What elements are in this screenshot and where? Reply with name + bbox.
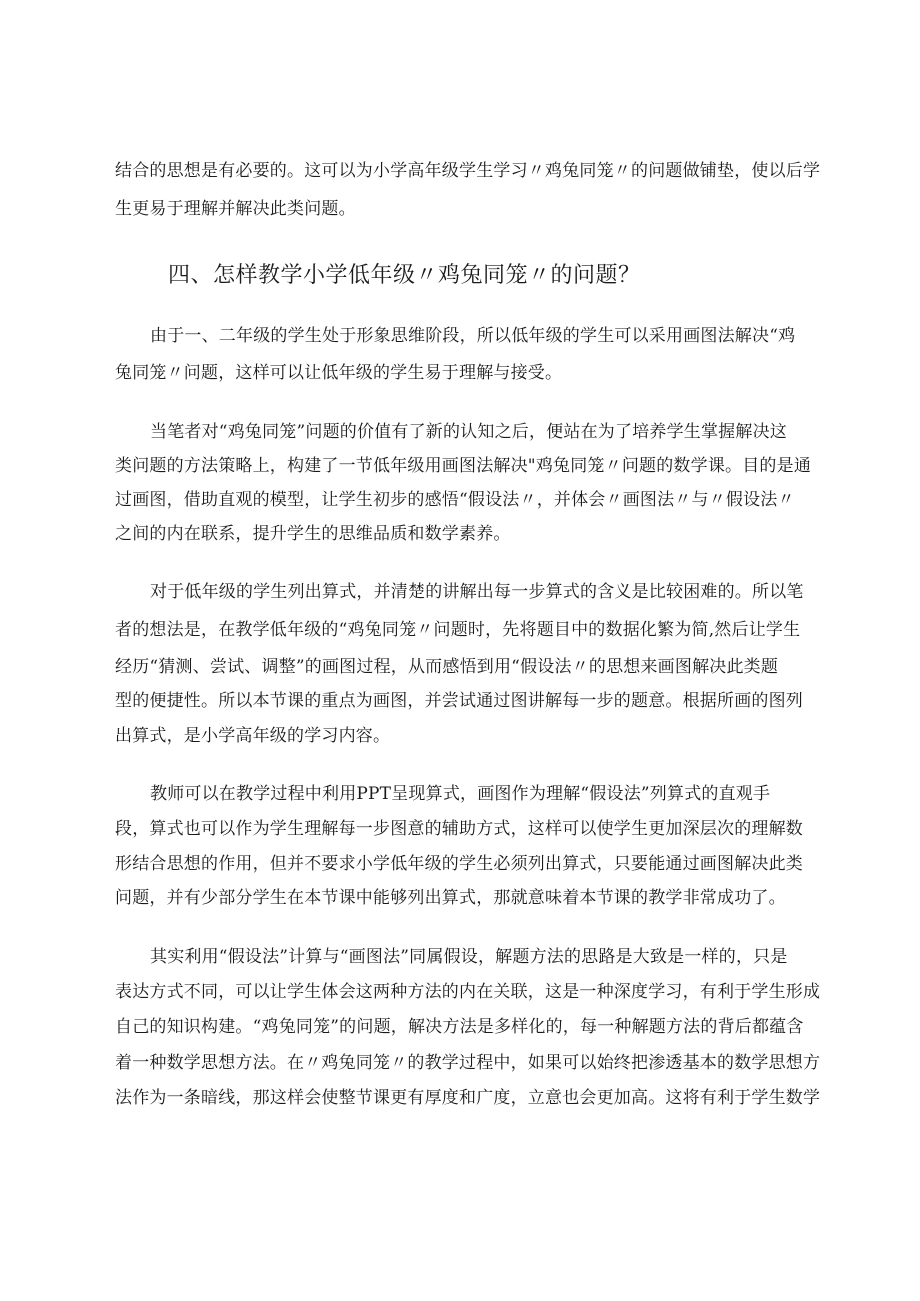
intro-line-1: 结合的思想是有必要的。这可以为小学高年级学生学习〃鸡兔同笼〃的问题做铺垫，使以后学 [115, 161, 821, 181]
paragraph-4-line-2: 段，算式也可以作为学生理解每一步图意的辅助方式，这样可以使学生更加深层次的理解数 [115, 819, 803, 839]
intro-line-2: 生更易于理解并解决此类问题。 [115, 199, 356, 219]
paragraph-4-line-4: 问题，并有少部分学生在本节课中能够列出算式，那就意味着本节课的教学非常成功了。 [115, 888, 786, 908]
paragraph-1-line-1: 由于一、二年级的学生处于形象思维阶段，所以低年级的学生可以采用画图法解决“鸡 [150, 326, 796, 346]
paragraph-2-line-4: 之间的内在联系，提升学生的思维品质和数学素养。 [115, 524, 511, 544]
paragraph-5-line-4: 着一种数学思想方法。在〃鸡兔同笼〃的教学过程中，如果可以始终把渗透基本的数学思想方 [115, 1053, 821, 1073]
paragraph-2-line-3: 过画图，借助直观的模型，让学生初步的感悟“假设法〃，并体会〃画图法〃与〃假设法〃 [115, 490, 795, 510]
paragraph-4-line-1: 教师可以在教学过程中利用PPT呈现算式，画图作为理解“假设法”列算式的直观手 [150, 784, 771, 804]
paragraph-3-line-3: 经历“猜测、尝试、调整”的画图过程，从而感悟到用“假设法〃的思想来画图解决此类题 [115, 657, 779, 677]
paragraph-1-line-2: 兔同笼〃问题，这样可以让低年级的学生易于理解与接受。 [115, 363, 563, 383]
paragraph-3-line-1: 对于低年级的学生列出算式，并清楚的讲解出每一步算式的含义是比较困难的。所以笔 [150, 582, 804, 602]
paragraph-2-line-2: 类问题的方法策略上，构建了一节低年级用画图法解决"鸡兔同笼〃问题的数学课。目的是通 [115, 456, 812, 476]
section-heading: 四、怎样教学小学低年级〃鸡兔同笼〃的问题？ [168, 263, 641, 288]
paragraph-5-line-5: 法作为一条暗线，那这样会使整节课更有厚度和广度，立意也会更加高。这将有利于学生数学 [115, 1088, 821, 1108]
paragraph-3-line-2: 者的想法是，在教学低年级的“鸡兔同笼〃问题时，先将题目中的数据化繁为简,然后让学生 [115, 620, 801, 640]
paragraph-3-line-4: 型的便捷性。所以本节课的重点为画图，并尝试通过图讲解每一步的题意。根据所画的图列 [115, 691, 803, 711]
paragraph-3-line-5: 出算式，是小学高年级的学习内容。 [115, 726, 391, 746]
paragraph-5-line-3: 自己的知识构建。“鸡兔同笼”的问题，解决方法是多样化的，每一种解题方法的背后都蕴含 [115, 1017, 804, 1037]
paragraph-4-line-3: 形结合思想的作用，但并不要求小学低年级的学生必须列出算式，只要能通过画图解决此类 [115, 854, 803, 874]
paragraph-2-line-1: 当笔者对“鸡兔同笼”问题的价值有了新的认知之后，便站在为了培养学生掌握解决这 [150, 422, 787, 442]
paragraph-5-line-2: 表达方式不同，可以让学生体会这两种方法的内在关联，这是一种深度学习，有利于学生形成 [115, 982, 821, 1002]
paragraph-5-line-1: 其实利用“假设法”计算与“画图法”同属假设，解题方法的思路是大致是一样的，只是 [150, 947, 788, 967]
